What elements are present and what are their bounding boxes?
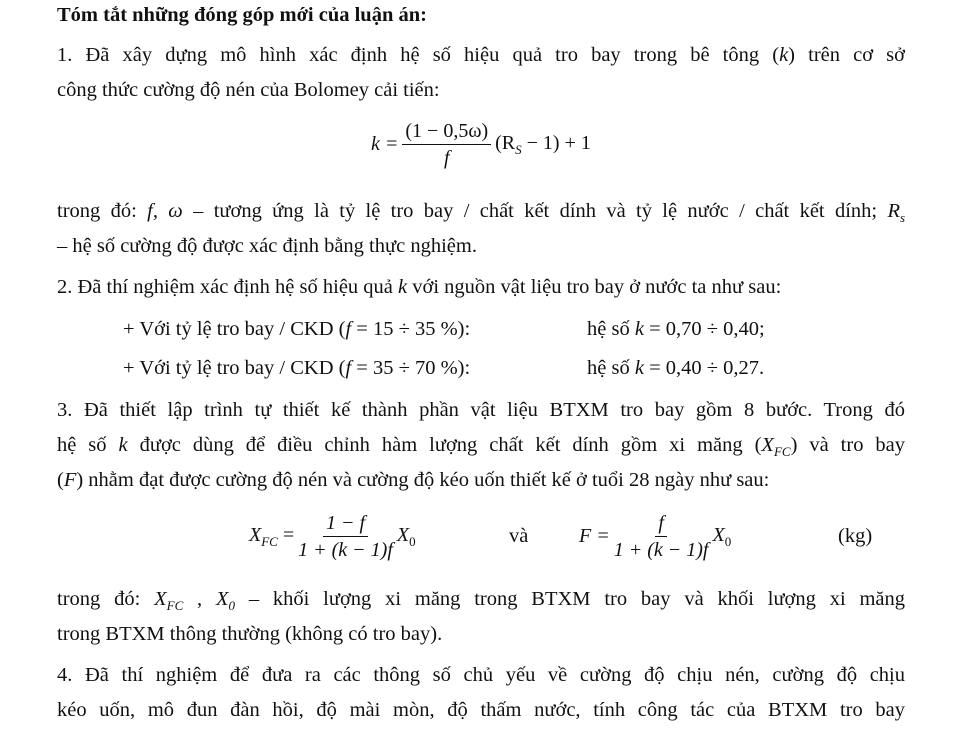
item1-line2: công thức cường độ nén của Bolomey cải tiến: [57,79,440,101]
formula-k-denominator: f [443,147,450,169]
formula-xfc [249,512,416,561]
formula-k-fraction [402,120,491,169]
item1-note-line1: trong đó: f, ω – tương ứng là tỷ lệ tro bay / chất kết dính và tỷ lệ nước / chất kết dính; $R_s$ [57,200,906,226]
formula-k-lhs: k = [371,133,399,155]
item3-line3: (F) nhằm đạt được cường độ nén và cường độ kéo uốn thiết kế ở tuổi 28 ngày như sau: [57,469,770,491]
formula-f [579,512,731,561]
formula-xfc-denominator: 1 + (k − 1)f [298,539,393,561]
formula-xfc-rhs: $X_0$ [396,523,416,549]
formula-f-lhs: F = [579,525,610,547]
formula-xfc-numerator: 1 − f [323,512,368,537]
item2-line1: 2. Đã thí nghiệm xác định hệ số hiệu quả k với nguồn vật liệu tro bay ở nước ta như sau: [57,276,782,298]
item1-note-line2: – hệ số cường độ được xác định bằng thực nghiệm. [57,235,477,257]
item4-line2: kéo uốn, mô đun đàn hồi, độ mài mòn, độ thấm nước, tính công tác của BTXM tro bay [57,699,905,721]
formula-xfc-lhs: $X_{FC}$ = [249,523,295,549]
item3-line1: 3. Đã thiết lập trình tự thiết kế thành phần vật liệu BTXM tro bay gồm 8 bước. Trong đó [57,399,905,421]
formula-f-numerator: f [655,512,667,537]
formula-k-numerator: (1 − 0,5ω) [402,120,491,145]
item3-note-line2: trong BTXM thông thường (không có tro bay). [57,623,443,645]
page-cutoff [0,727,953,736]
item2-bullet2-right: hệ số k = 0,40 ÷ 0,27. [587,357,765,379]
formula-f-denominator: 1 + (k − 1)f [613,539,709,561]
item3-note-line1: trong đó: $X_{FC}$ , $X_0$ – khối lượng xi măng trong BTXM tro bay và khối lượng xi măng [57,588,906,614]
item2-bullet2-left: + Với tỷ lệ tro bay / CKD (f = 35 ÷ 70 %): [123,357,471,379]
formula-xfc-fraction [298,512,393,561]
formula-k-rhs: $(R_S - 1) + 1$ [495,131,591,157]
formula-f-rhs: $X_0$ [712,523,732,549]
item1-line1: 1. Đã xây dựng mô hình xác định hệ số hiệu quả tro bay trong bê tông (k) trên cơ sở [57,44,905,66]
item3-line2: hệ số k được dùng để điều chỉnh hàm lượng chất kết dính gồm xi măng $(X_{FC})$ và tro bay [57,434,906,460]
formula-connector: và [509,525,529,547]
item2-bullet1-left: + Với tỷ lệ tro bay / CKD (f = 15 ÷ 35 %): [123,318,471,340]
formula-k [371,120,591,169]
item2-bullet1-right: hệ số k = 0,70 ÷ 0,40; [587,318,765,340]
item4-line1: 4. Đã thí nghiệm để đưa ra các thông số chủ yếu về cường độ chịu nén, cường độ chịu [57,664,905,686]
section-heading: Tóm tắt những đóng góp mới của luận án: [57,4,427,26]
formula-unit: (kg) [838,525,873,547]
formula-f-fraction [614,512,709,561]
